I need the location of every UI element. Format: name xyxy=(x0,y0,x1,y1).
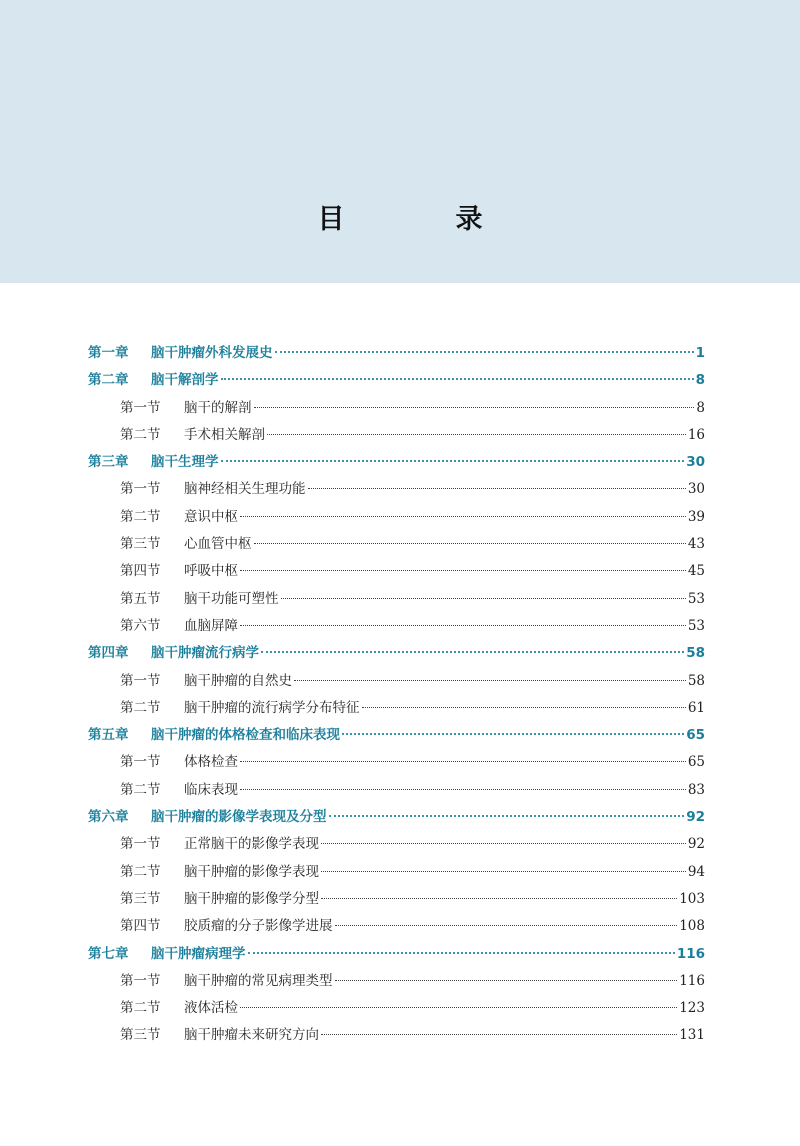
chapter-title: 脑干肿瘤外科发展史 xyxy=(151,345,273,361)
section-title: 脑干功能可塑性 xyxy=(184,590,279,607)
page-number: 116 xyxy=(679,972,705,989)
section-title: 脑干肿瘤未来研究方向 xyxy=(184,1027,319,1044)
dot-leader xyxy=(240,516,686,517)
section-number: 第一节 xyxy=(120,481,161,498)
section-title: 脑干肿瘤的流行病学分布特征 xyxy=(184,699,360,716)
dot-leader xyxy=(335,925,678,926)
section-number: 第三节 xyxy=(120,536,161,553)
chapter-number: 第五章 xyxy=(88,727,129,744)
section-title: 临床表现 xyxy=(184,781,238,798)
chapter-number: 第二章 xyxy=(88,372,129,389)
section-title: 脑干肿瘤的影像学分型 xyxy=(184,890,319,907)
header-band xyxy=(0,0,800,283)
page-number: 65 xyxy=(687,754,705,771)
chapter-title: 脑干肿瘤的体格检查和临床表现 xyxy=(151,727,340,744)
section-title: 意识中枢 xyxy=(184,508,238,525)
toc-section-entry[interactable] xyxy=(88,395,705,422)
page-number: 39 xyxy=(687,508,705,525)
dot-leader xyxy=(275,351,694,353)
toc-section-entry[interactable] xyxy=(88,422,705,449)
section-title: 心血管中枢 xyxy=(184,536,252,553)
dot-leader xyxy=(221,378,694,380)
chapter-number: 第三章 xyxy=(88,454,129,471)
section-title: 血脑屏障 xyxy=(184,617,238,634)
dot-leader xyxy=(240,761,686,762)
section-title: 体格检查 xyxy=(184,754,238,771)
dot-leader xyxy=(321,871,686,872)
chapter-number: 第一章 xyxy=(88,345,129,361)
page-number: 43 xyxy=(687,536,705,553)
page-number: 65 xyxy=(686,727,705,744)
page-number: 45 xyxy=(687,563,705,580)
chapter-title: 脑干生理学 xyxy=(151,454,219,471)
section-title: 正常脑干的影像学表现 xyxy=(184,836,319,853)
chapter-title: 脑干解剖学 xyxy=(151,372,219,389)
section-title: 脑干肿瘤的影像学表现 xyxy=(184,863,319,880)
chapter-title: 脑干肿瘤流行病学 xyxy=(151,645,259,662)
toc-chapter-entry[interactable] xyxy=(88,367,705,394)
page-number: 8 xyxy=(695,372,705,389)
section-number: 第三节 xyxy=(120,890,161,907)
toc-chapter-entry[interactable] xyxy=(88,640,705,667)
toc-section-entry[interactable] xyxy=(88,859,705,886)
page-number: 83 xyxy=(687,781,705,798)
section-number: 第一节 xyxy=(120,672,161,689)
section-number: 第一节 xyxy=(120,972,161,989)
section-number: 第二节 xyxy=(120,781,161,798)
toc-chapter-entry[interactable] xyxy=(88,340,705,367)
section-number: 第一节 xyxy=(120,754,161,771)
dot-leader xyxy=(281,598,686,599)
section-number: 第二节 xyxy=(120,863,161,880)
page-number: 123 xyxy=(679,1000,705,1017)
toc-section-entry[interactable] xyxy=(88,531,705,558)
chapter-number: 第六章 xyxy=(88,809,129,826)
section-title: 脑干肿瘤的常见病理类型 xyxy=(184,972,333,989)
toc-chapter-entry[interactable] xyxy=(88,449,705,476)
page-number: 103 xyxy=(679,890,705,907)
dot-leader xyxy=(308,488,686,489)
toc-section-entry[interactable] xyxy=(88,913,705,940)
table-of-contents xyxy=(88,340,705,1050)
page-number: 92 xyxy=(687,836,705,853)
dot-leader xyxy=(248,952,675,954)
page-number: 53 xyxy=(687,590,705,607)
section-number: 第四节 xyxy=(120,563,161,580)
dot-leader xyxy=(342,733,684,735)
section-number: 第二节 xyxy=(120,699,161,716)
dot-leader xyxy=(294,680,686,681)
toc-chapter-entry[interactable] xyxy=(88,941,705,968)
page-number: 58 xyxy=(686,645,705,662)
toc-section-entry[interactable] xyxy=(88,558,705,585)
section-title: 液体活检 xyxy=(184,1000,238,1017)
dot-leader xyxy=(221,460,685,462)
toc-section-entry[interactable] xyxy=(88,831,705,858)
dot-leader xyxy=(240,625,686,626)
toc-section-entry[interactable] xyxy=(88,777,705,804)
section-number: 第五节 xyxy=(120,590,161,607)
toc-section-entry[interactable] xyxy=(88,1022,705,1049)
section-number: 第六节 xyxy=(120,617,161,634)
section-number: 第一节 xyxy=(120,399,161,416)
toc-section-entry[interactable] xyxy=(88,995,705,1022)
page-number: 131 xyxy=(679,1027,705,1044)
toc-chapter-entry[interactable] xyxy=(88,722,705,749)
page-number: 53 xyxy=(687,617,705,634)
dot-leader xyxy=(261,651,684,653)
page-number: 8 xyxy=(696,399,705,416)
section-number: 第一节 xyxy=(120,836,161,853)
page-number: 58 xyxy=(687,672,705,689)
section-number: 第二节 xyxy=(120,508,161,525)
page-number: 116 xyxy=(676,945,705,962)
toc-section-entry[interactable] xyxy=(88,749,705,776)
toc-section-entry[interactable] xyxy=(88,695,705,722)
page-number: 30 xyxy=(687,481,705,498)
toc-section-entry[interactable] xyxy=(88,886,705,913)
page-title: 目 录 xyxy=(317,204,525,235)
toc-section-entry[interactable] xyxy=(88,668,705,695)
section-number: 第二节 xyxy=(120,426,161,443)
dot-leader xyxy=(321,843,686,844)
page-number: 94 xyxy=(687,863,705,880)
chapter-number: 第七章 xyxy=(88,945,129,962)
section-title: 脑干的解剖 xyxy=(184,399,252,416)
chapter-number: 第四章 xyxy=(88,645,129,662)
toc-section-entry[interactable] xyxy=(88,613,705,640)
chapter-title: 脑干肿瘤的影像学表现及分型 xyxy=(151,809,327,826)
section-title: 呼吸中枢 xyxy=(184,563,238,580)
dot-leader xyxy=(240,789,686,790)
dot-leader xyxy=(335,980,678,981)
toc-section-entry[interactable] xyxy=(88,968,705,995)
section-title: 手术相关解剖 xyxy=(184,426,265,443)
toc-section-entry[interactable] xyxy=(88,504,705,531)
dot-leader xyxy=(329,815,685,817)
page-number: 108 xyxy=(679,918,705,935)
dot-leader xyxy=(240,570,686,571)
page-number: 1 xyxy=(695,345,705,361)
toc-section-entry[interactable] xyxy=(88,586,705,613)
page-number: 16 xyxy=(687,426,705,443)
dot-leader xyxy=(321,898,677,899)
section-title: 胶质瘤的分子影像学进展 xyxy=(184,918,333,935)
section-title: 脑神经相关生理功能 xyxy=(184,481,306,498)
section-number: 第四节 xyxy=(120,918,161,935)
toc-section-entry[interactable] xyxy=(88,476,705,503)
dot-leader xyxy=(240,1007,677,1008)
page-number: 92 xyxy=(686,809,705,826)
page-number: 61 xyxy=(687,699,705,716)
dot-leader xyxy=(254,543,686,544)
toc-chapter-entry[interactable] xyxy=(88,804,705,831)
page-number: 30 xyxy=(686,454,705,471)
dot-leader xyxy=(321,1034,677,1035)
dot-leader xyxy=(254,407,695,408)
section-title: 脑干肿瘤的自然史 xyxy=(184,672,292,689)
section-number: 第三节 xyxy=(120,1027,161,1044)
dot-leader xyxy=(362,707,686,708)
section-number: 第二节 xyxy=(120,1000,161,1017)
dot-leader xyxy=(267,434,686,435)
chapter-title: 脑干肿瘤病理学 xyxy=(151,945,246,962)
